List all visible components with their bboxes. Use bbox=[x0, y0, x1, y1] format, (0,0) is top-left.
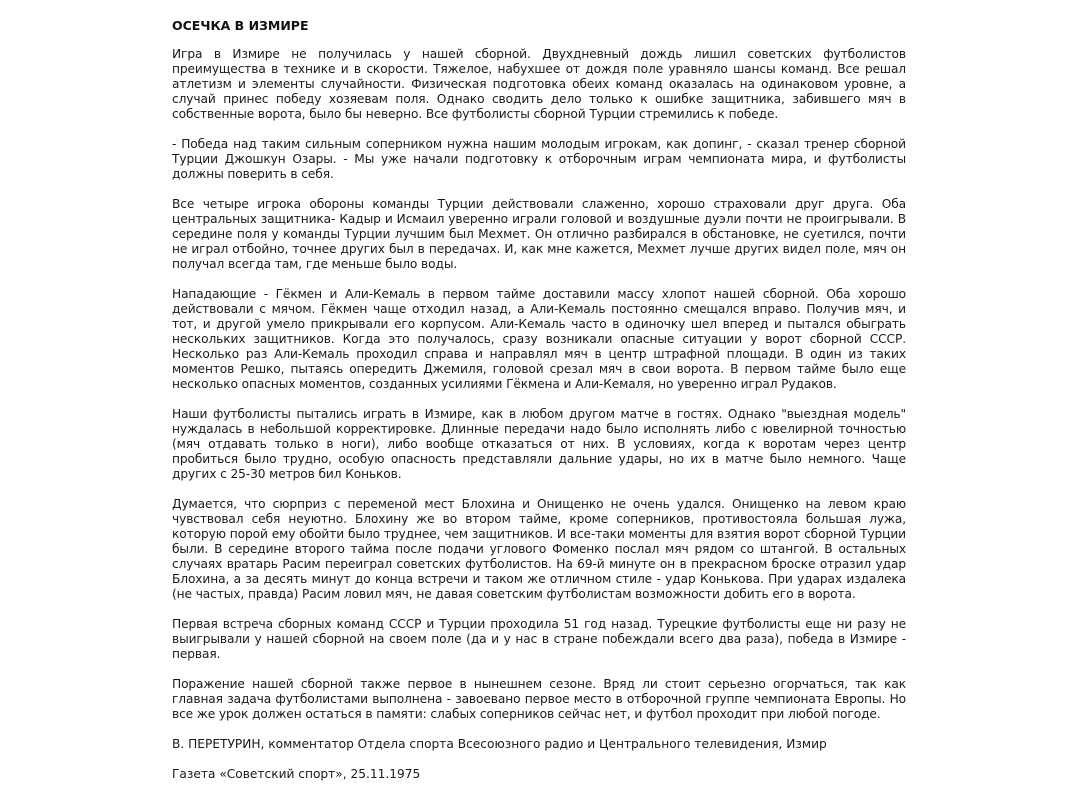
paragraph-1: Игра в Измире не получилась у нашей сборной. Двухдневный дождь лишил советских футболистов преимущества в технике и в скорости. Тяжелое, набухшее от дождя поле уравняло шансы команд. Все решал атлетизм и элементы случайности. Физическая подготовка обеих команд оказалась на одинаковом уровне, а случай принес победу хозяевам поля. Однако сводить дело только к ошибке защитника, забившего мяч в собственные ворота, было бы неверно. Все футболисты сборной Турции стремились к победе. bbox=[172, 47, 906, 121]
paragraph-4: Нападающие - Гёкмен и Али-Кемаль в первом тайме доставили массу хлопот нашей сборной. Оба хорошо действовали с мячом. Гёкмен чаще отходил назад, а Али-Кемаль постоянно смещался вправо. Получив мяч, и тот, и другой умело прикрывали его корпусом. Али-Кемаль часто в одиночку шел вперед и пытался обыграть нескольких защитников. Когда это получалось, сразу возникали опасные ситуации у ворот сборной СССР. Несколько раз Али-Кемаль проходил справа и направлял мяч в центр штрафной площади. В один из таких моментов Решко, пытаясь опередить Джемиля, головой срезал мяч в свои ворота. В первом тайме было еще несколько опасных моментов, созданных усилиями Гёкмена и Али-Кемаля, но уверенно играл Рудаков. bbox=[172, 287, 906, 391]
paragraph-5: Наши футболисты пытались играть в Измире, как в любом другом матче в гостях. Однако "выездная модель" нуждалась в небольшой корректировке. Длинные передачи надо было исполнять либо с ювелирной точностью (мяч отдавать только в ноги), либо вообще отказаться от них. В условиях, когда к воротам через центр пробиться было трудно, особую опасность представляли дальние удары, но их в матче было немного. Чаще других с 25-30 метров бил Коньков. bbox=[172, 407, 906, 481]
paragraph-2-coach-quote: - Победа над таким сильным соперником нужна нашим молодым игрокам, как допинг, - сказал тренер сборной Турции Джошкун Озары. - Мы уже начали подготовку к отборочным играм чемпионата мира, и футболисты должны поверить в себя. bbox=[172, 137, 906, 181]
source-citation: Газета «Советский спорт», 25.11.1975 bbox=[172, 767, 421, 781]
author-signature: В. ПЕРЕТУРИН, комментатор Отдела спорта Всесоюзного радио и Центрального телевидения, Измир bbox=[172, 737, 827, 751]
article-title: ОСЕЧКА В ИЗМИРЕ bbox=[172, 18, 309, 33]
paragraph-6: Думается, что сюрприз с переменой мест Блохина и Онищенко не очень удался. Онищенко на левом краю чувствовал себя неуютно. Блохину же во втором тайме, кроме соперников, противостояла большая лужа, которую порой ему обойти было труднее, чем защитников. И все-таки моменты для взятия ворот сборной Турции были. В середине второго тайма после подачи углового Фоменко послал мяч рядом со штангой. В остальных случаях вратарь Расим переиграл советских футболистов. На 69-й минуте он в прекрасном броске отразил удар Блохина, а за десять минут до конца встречи и таком же отличном стиле - удар Конькова. При ударах издалека (не частых, правда) Расим ловил мяч, не давая советским футболистам возможности добить его в ворота. bbox=[172, 497, 906, 601]
paragraph-7: Первая встреча сборных команд СССР и Турции проходила 51 год назад. Турецкие футболисты еще ни разу не выигрывали у нашей сборной на своем поле (да и у нас в стране побеждали всего два раза), победа в Измире - первая. bbox=[172, 617, 906, 661]
article bbox=[172, 17, 906, 782]
paragraph-3: Все четыре игрока обороны команды Турции действовали слаженно, хорошо страховали друг друга. Оба центральных защитника- Кадыр и Исмаил уверенно играли головой и воздушные дуэли почти не проигрывали. В середине поля у команды Турции лучшим был Мехмет. Он отлично разбирался в обстановке, не суетился, почти не играл отбойно, точнее других был в передачах. И, как мне кажется, Мехмет лучше других видел поле, мяч он получал всегда там, где меньше было воды. bbox=[172, 197, 906, 271]
paragraph-8: Поражение нашей сборной также первое в нынешнем сезоне. Вряд ли стоит серьезно огорчаться, так как главная задача футболистами выполнена - завоевано первое место в отборочной группе чемпионата Европы. Но все же урок должен остаться в памяти: слабых соперников сейчас нет, и футбол проходит при любой погоде. bbox=[172, 677, 906, 721]
